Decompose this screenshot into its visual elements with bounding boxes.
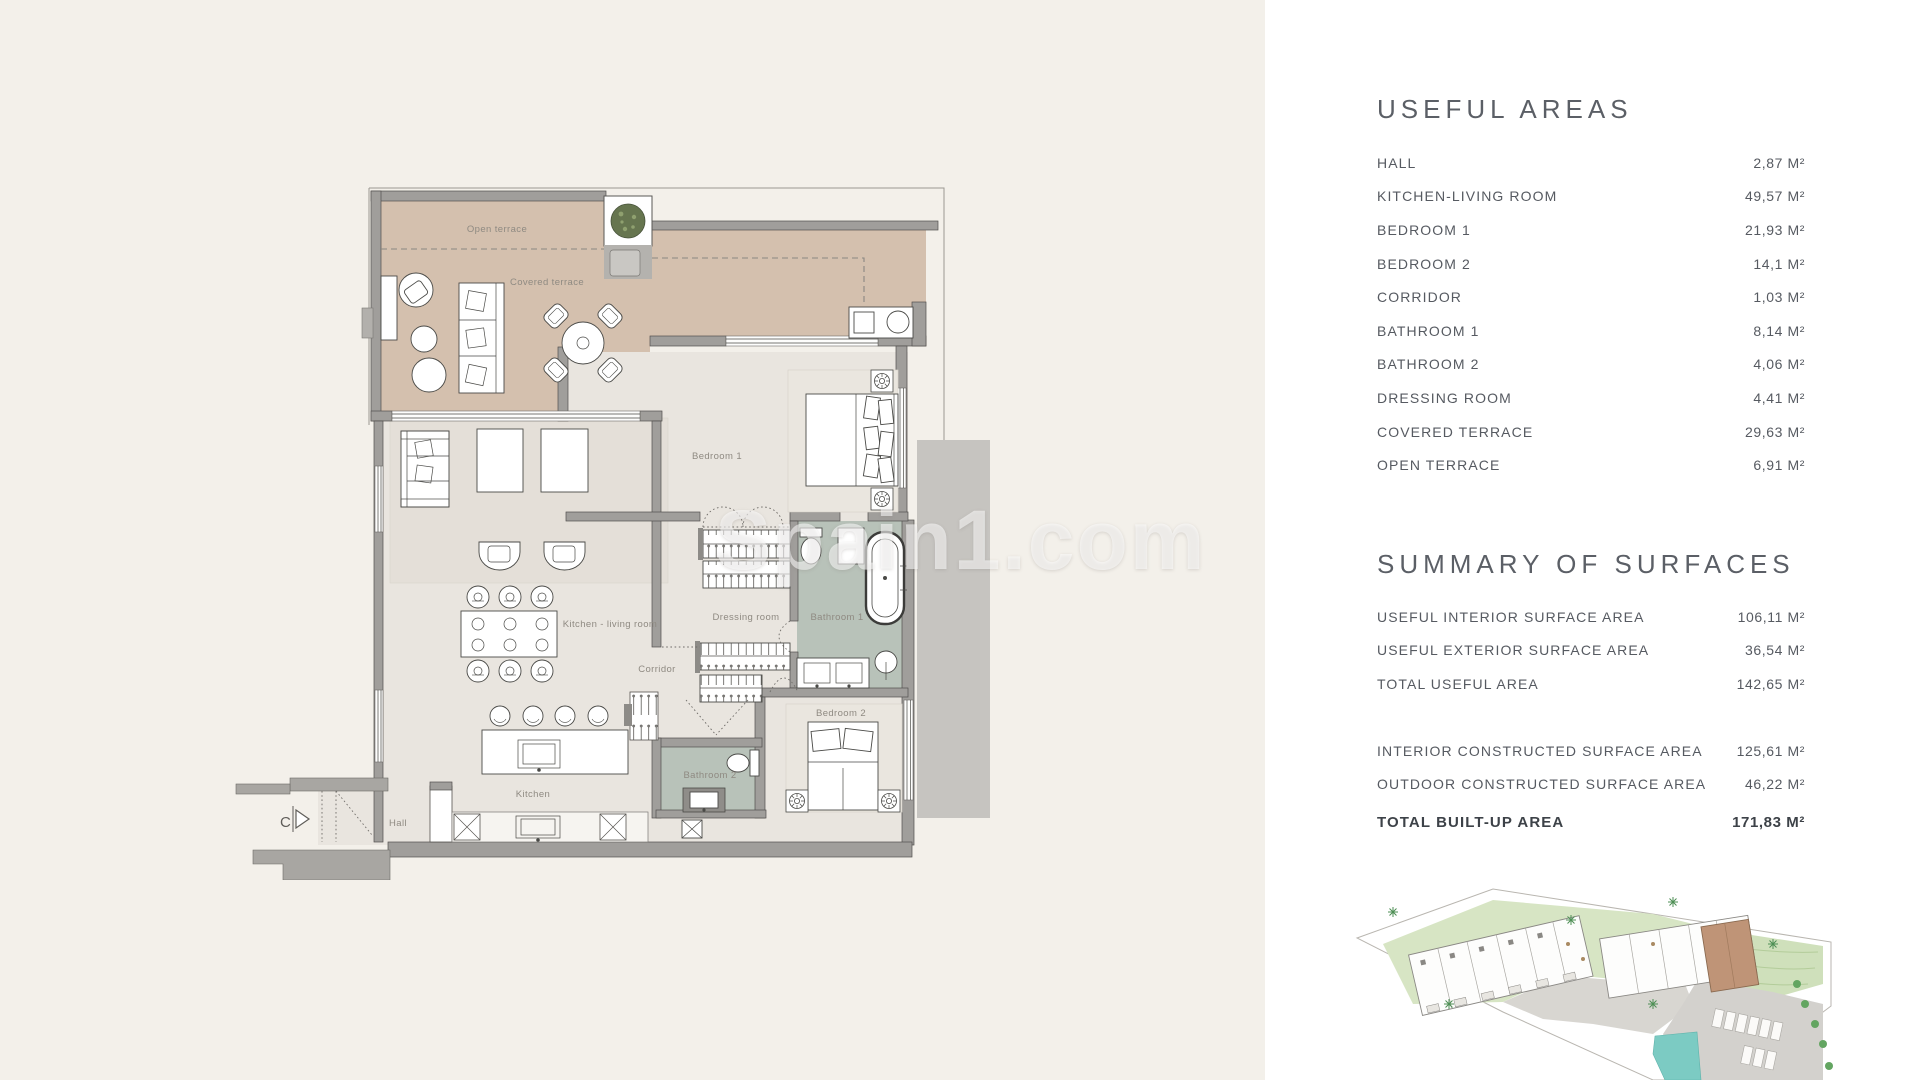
porch-lower <box>253 850 390 880</box>
summary-title: SUMMARY OF SURFACES <box>1377 549 1795 579</box>
useful-areas-title: USEFUL AREAS <box>1377 94 1633 124</box>
area-row <box>1377 415 1805 449</box>
floor-plan <box>225 180 1015 880</box>
label-hall: Hall <box>389 818 407 829</box>
bbq-unit <box>849 307 913 338</box>
summary-value: 142,65 M² <box>1736 675 1805 692</box>
bedroom2-furniture <box>786 704 902 812</box>
summary-row <box>1377 600 1805 634</box>
area-label: BATHROOM 1 <box>1377 322 1480 339</box>
summary-label: TOTAL USEFUL AREA <box>1377 675 1539 692</box>
summary-row <box>1377 667 1805 701</box>
area-label: HALL <box>1377 154 1417 171</box>
area-value: 29,63 M² <box>1744 423 1805 440</box>
area-row <box>1377 381 1805 415</box>
summary-table <box>1377 600 1805 701</box>
tree-icon <box>611 204 645 238</box>
area-row <box>1377 180 1805 214</box>
label-kitchen-living: Kitchen - living room <box>562 619 658 630</box>
area-label: KITCHEN-LIVING ROOM <box>1377 188 1558 205</box>
area-label: DRESSING ROOM <box>1377 389 1512 406</box>
rug-2 <box>541 429 588 492</box>
section-marker <box>280 806 309 832</box>
total-label: TOTAL BUILT-UP AREA <box>1377 814 1565 832</box>
porch-slab <box>290 778 388 791</box>
label-bedroom1: Bedroom 1 <box>691 451 743 462</box>
label-covered-terrace: Covered terrace <box>509 277 585 288</box>
summary-value: 125,61 M² <box>1736 742 1805 759</box>
label-dressing: Dressing room <box>712 612 780 623</box>
label-open-terrace: Open terrace <box>466 224 528 235</box>
kitchen-island <box>482 706 628 774</box>
summary-label: INTERIOR CONSTRUCTED SURFACE AREA <box>1377 742 1703 759</box>
area-row <box>1377 247 1805 281</box>
label-kitchen: Kitchen <box>515 789 551 800</box>
svg-text:C: C <box>280 814 291 831</box>
area-row <box>1377 348 1805 382</box>
area-value: 49,57 M² <box>1744 188 1805 205</box>
area-label: CORRIDOR <box>1377 289 1463 306</box>
living-sofa <box>401 431 449 507</box>
summary-row <box>1377 734 1805 768</box>
area-value: 1,03 M² <box>1753 289 1805 306</box>
total-value: 171,83 M² <box>1732 814 1805 832</box>
summary-value: 106,11 M² <box>1737 608 1805 625</box>
porch-step <box>236 784 290 794</box>
closet-side <box>624 704 632 726</box>
label-bathroom1: Bathroom 1 <box>810 612 864 623</box>
area-row <box>1377 213 1805 247</box>
neighbour-area <box>917 440 990 818</box>
pool <box>1653 1032 1701 1080</box>
area-value: 14,1 M² <box>1753 255 1805 272</box>
total-row <box>1377 806 1805 840</box>
area-row <box>1377 280 1805 314</box>
bedroom1-furniture <box>788 370 898 512</box>
watermark: Spain1.com <box>715 493 1207 587</box>
area-label: OPEN TERRACE <box>1377 457 1501 474</box>
summary-row <box>1377 634 1805 668</box>
dining-set <box>461 586 557 682</box>
summary-value: 46,22 M² <box>1744 776 1805 793</box>
summary-label: USEFUL INTERIOR SURFACE AREA <box>1377 608 1645 625</box>
exterior-unit <box>362 308 373 338</box>
hall-column <box>430 786 452 842</box>
area-label: COVERED TERRACE <box>1377 423 1534 440</box>
useful-areas-table <box>1377 146 1805 482</box>
area-value: 8,14 M² <box>1753 322 1805 339</box>
area-value: 6,91 M² <box>1753 457 1805 474</box>
summary-row <box>1377 768 1805 802</box>
label-bedroom2: Bedroom 2 <box>815 708 867 719</box>
summary-value: 36,54 M² <box>1744 642 1805 659</box>
summary-table-2 <box>1377 734 1805 801</box>
area-row <box>1377 146 1805 180</box>
area-value: 4,41 M² <box>1753 389 1805 406</box>
area-label: BEDROOM 1 <box>1377 221 1471 238</box>
area-label: BATHROOM 2 <box>1377 356 1480 373</box>
summary-label: USEFUL EXTERIOR SURFACE AREA <box>1377 642 1650 659</box>
site-plan <box>1353 884 1835 1080</box>
kitchen-counter <box>452 812 648 842</box>
area-row <box>1377 314 1805 348</box>
area-value: 21,93 M² <box>1744 221 1805 238</box>
label-corridor: Corridor <box>638 664 676 675</box>
area-label: BEDROOM 2 <box>1377 255 1471 272</box>
area-value: 4,06 M² <box>1753 356 1805 373</box>
summary-label: OUTDOOR CONSTRUCTED SURFACE AREA <box>1377 776 1707 793</box>
rug-1 <box>477 429 523 492</box>
summary-total <box>1377 806 1805 840</box>
label-bathroom2: Bathroom 2 <box>683 770 737 781</box>
area-value: 2,87 M² <box>1753 154 1805 171</box>
area-row <box>1377 448 1805 482</box>
